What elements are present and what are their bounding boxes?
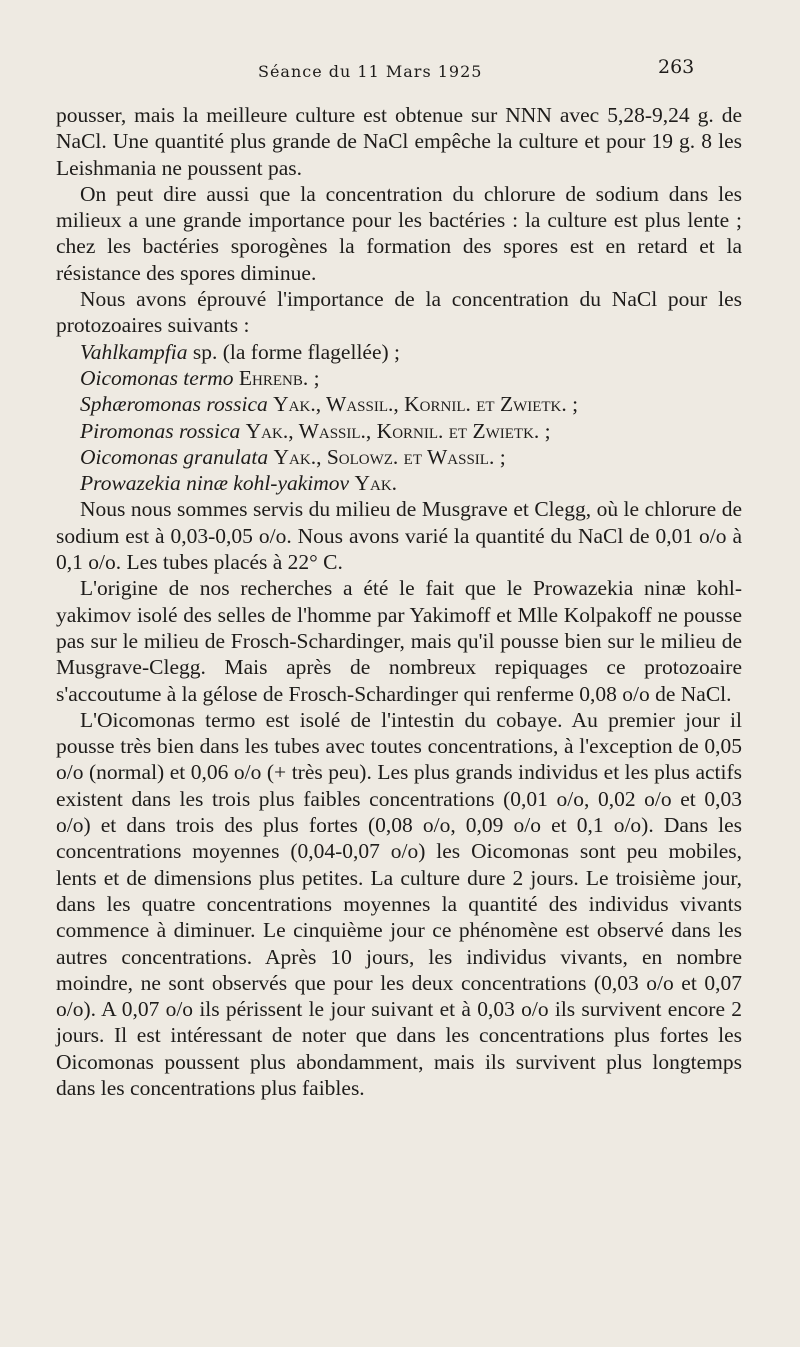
paragraph-4: Nous nous sommes servis du milieu de Musgrave et Clegg, où le chlorure de sodium est à 0,03-0,05 o/o. Nous avons varié la quantité du NaCl de 0,01 o/o à 0,1 o/o. Les tubes placés à 22° C. — [56, 497, 742, 575]
species-name: Prowazekia ninæ kohl-yakimov — [80, 471, 350, 496]
species-name: Oicomonas granulata — [80, 444, 269, 469]
species-name: Sphæromonas rossica — [80, 392, 268, 417]
running-title: Séance du 11 Mars 1925 — [258, 62, 483, 81]
paragraph-6: L'Oicomonas termo est isolé de l'intestin du cobaye. Au premier jour il pousse très bien dans les tubes avec toutes concentrations, à l'exception de 0,05 o/o (normal) et 0,06 o/o (+ très peu). Les plus grands individus et les plus actifs existent dans les trois plus faibles concentrations (0,01 o/o, 0,02 o/o et 0,03 o/o) et dans trois des plus fortes (0,08 o/o, 0,09 o/o et 0,1 o/o). Dans les concentrations moyennes (0,04-0,07 o/o) les Oicomonas sont peu mobiles, lents et de dimensions plus petites. La culture dure 2 jours. Le troisième jour, dans les quatre concentrations moyennes la quantité des individus vivants commence à diminuer. Le cinquième jour ce phénomène est observé dans les autres concentrations. Après 10 jours, les individus vivants, en nombre moindre, ne sont observés que pour les deux concentrations (0,03 o/o et 0,07 o/o). A 0,07 o/o ils périssent le jour suivant et à 0,03 o/o ils survivent encore 2 jours. Il est intéressant de noter que dans les concentrations plus fortes les Oicomonas poussent plus abondamment, mais ils survivent plus longtemps dans les concentrations plus faibles. — [56, 707, 742, 1100]
species-authority: Yak., Wassil., Kornil. et Zwietk. ; — [273, 392, 579, 417]
page-header — [0, 56, 800, 90]
paragraph-2: On peut dire aussi que la concentration du chlorure de sodium dans les milieux a une grande importance pour les bactéries : la culture est plus lente ; chez les bactéries sporogènes la formation des spores est en retard et la résistance des spores diminue. — [56, 181, 742, 285]
body-text — [56, 102, 742, 1101]
species-name: Oicomonas termo — [80, 365, 234, 390]
species-authority: sp. (la forme flagellée) ; — [192, 339, 401, 364]
species-authority: Yak. — [354, 471, 398, 496]
species-item — [56, 444, 742, 470]
species-name: Vahlkampfia — [80, 339, 188, 364]
species-name: Piromonas rossica — [80, 418, 241, 443]
paragraph-3: Nous avons éprouvé l'importance de la concentration du NaCl pour les protozoaires suivants : — [56, 287, 742, 338]
species-item — [56, 418, 742, 444]
species-authority: Yak., Solowz. et Wassil. ; — [273, 444, 506, 469]
page-number: 263 — [658, 56, 695, 78]
species-item — [56, 470, 742, 496]
species-item — [56, 365, 742, 391]
species-authority: Yak., Wassil., Kornil. et Zwietk. ; — [245, 418, 551, 443]
paragraph-1: pousser, mais la meilleure culture est obtenue sur NNN avec 5,28-9,24 g. de NaCl. Une quantité plus grande de NaCl empêche la culture et pour 19 g. 8 les Leishmania ne poussent pas. — [56, 103, 742, 180]
species-item — [56, 339, 742, 365]
species-authority: Ehrenb. ; — [238, 365, 320, 390]
paragraph-5: L'origine de nos recherches a été le fait que le Prowazekia ninæ kohl-yakimov isolé des selles de l'homme par Yakimoff et Mlle Kolpakoff ne pousse pas sur le milieu de Frosch-Schardinger, mais qu'il pousse bien sur le milieu de Musgrave-Clegg. Mais après de nombreux repiquages ce protozoaire s'accoutume à la gélose de Frosch-Schardinger qui renferme 0,08 o/o de NaCl. — [56, 576, 742, 706]
species-item — [56, 391, 742, 417]
